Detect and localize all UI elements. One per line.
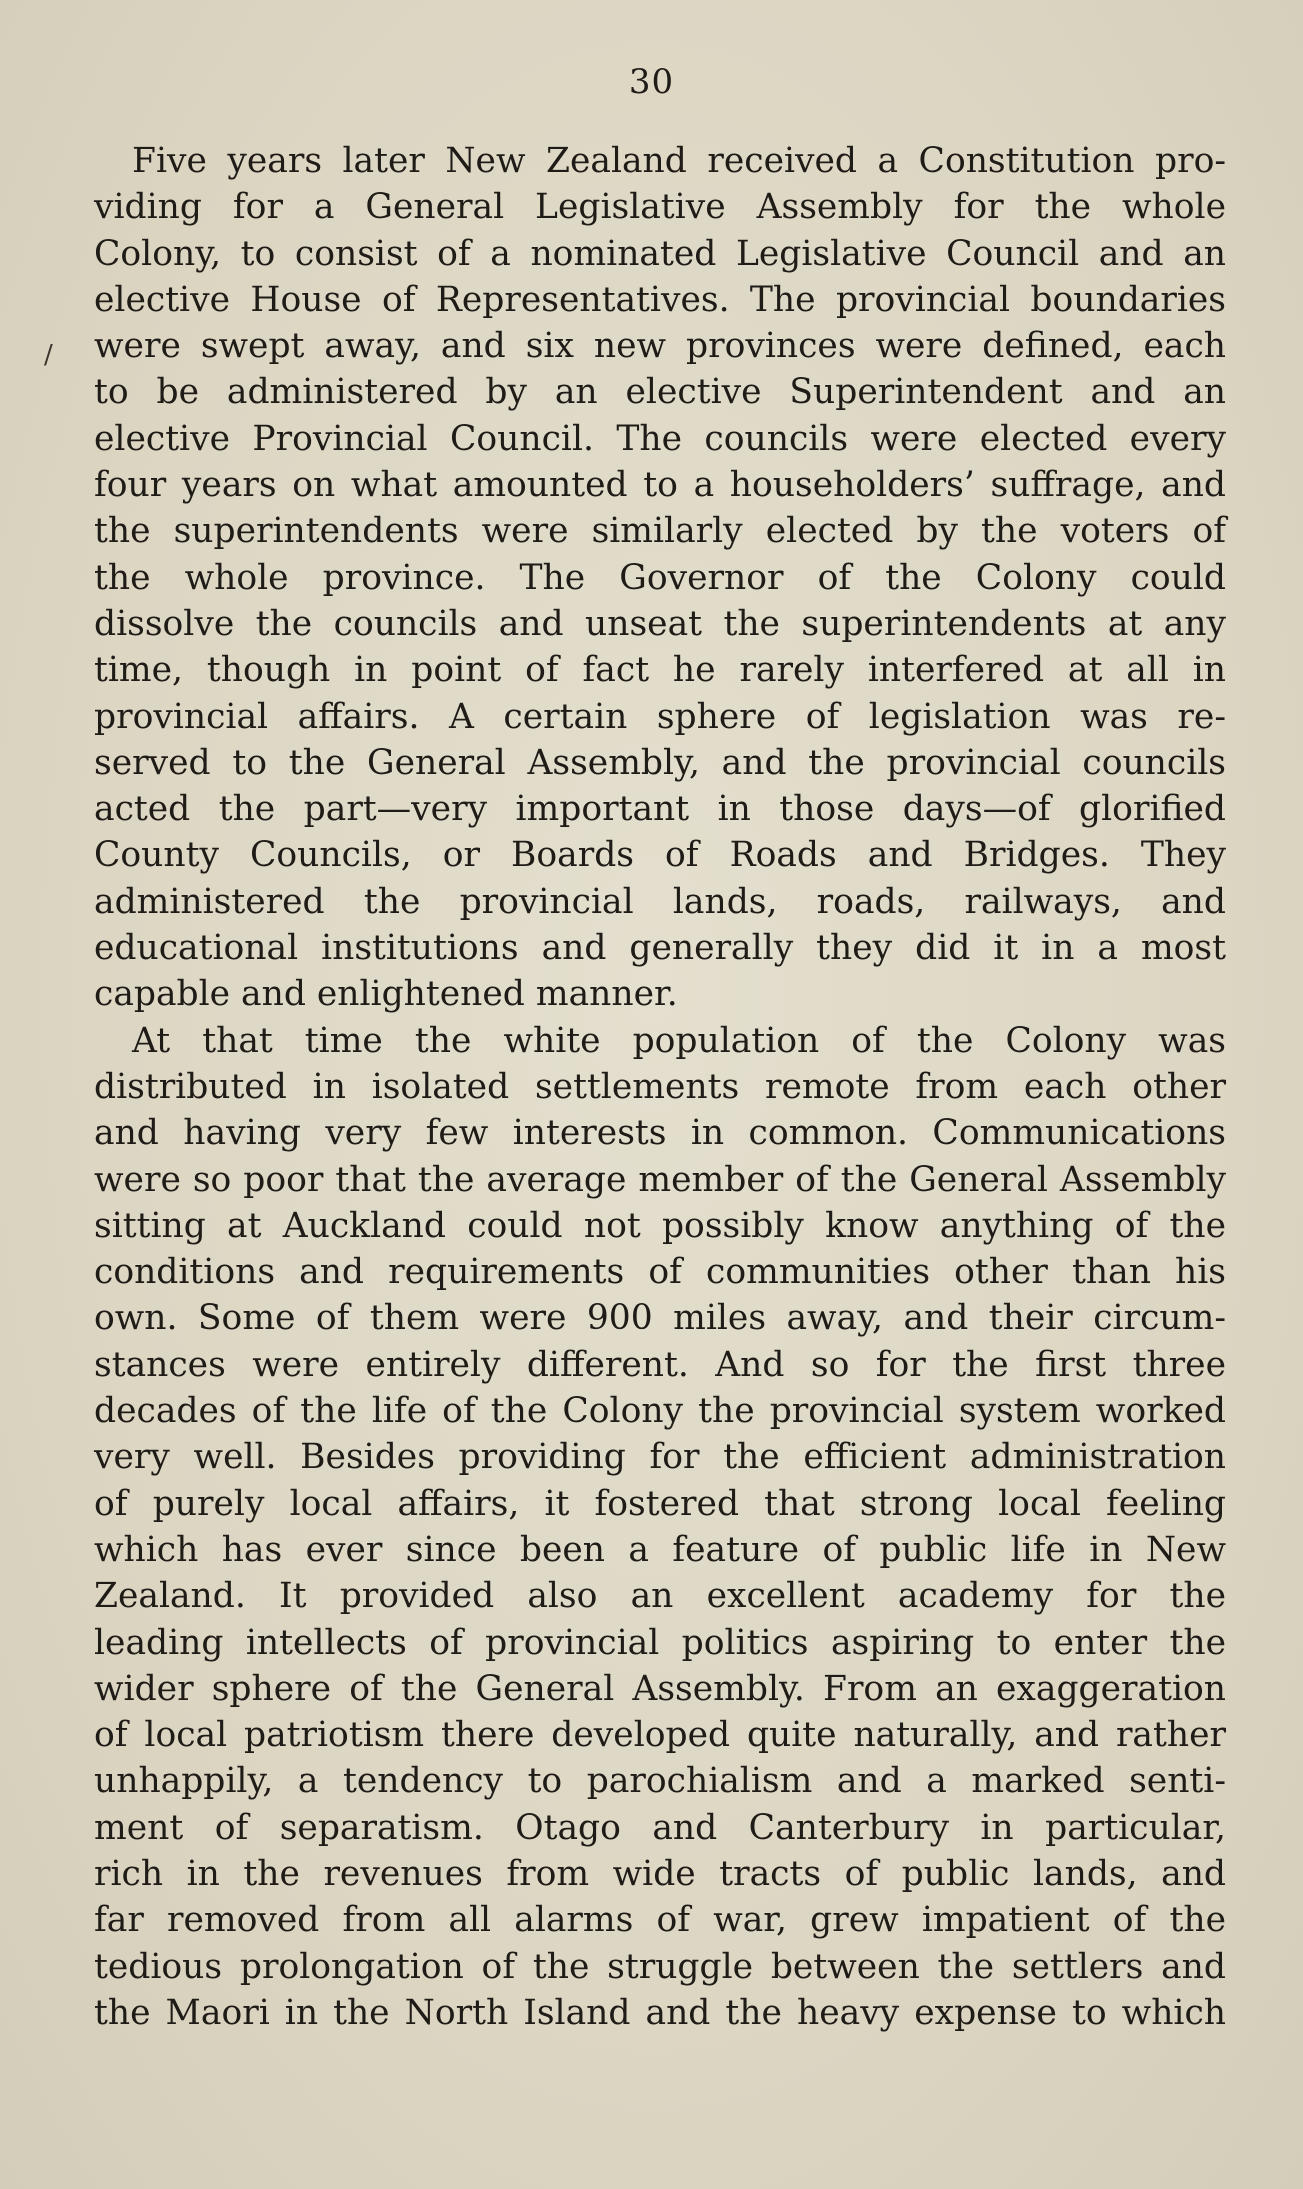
text-line: sitting at Auckland could not possibly know anything of the: [94, 1205, 1226, 1246]
text-line: of purely local affairs, it fostered that strong local feeling: [94, 1483, 1226, 1524]
text-line: rich in the revenues from wide tracts of public lands, and: [94, 1853, 1226, 1894]
text-line: the Maori in the North Island and the heavy expense to which: [94, 1992, 1226, 2033]
text-line: were swept away, and six new provinces were defined, each: [94, 326, 1226, 367]
text-line: to be administered by an elective Superintendent and an: [94, 372, 1226, 413]
text-line: wider sphere of the General Assembly. From an exaggeration: [94, 1668, 1226, 1709]
text-line: which has ever since been a feature of public life in New: [94, 1529, 1226, 1570]
text-line: Zealand. It provided also an excellent academy for the: [94, 1576, 1226, 1617]
margin-pencil-mark: /: [44, 340, 53, 370]
text-line: the superintendents were similarly elected by the voters of: [94, 511, 1226, 552]
text-line: educational institutions and generally they did it in a most: [94, 928, 1226, 969]
text-line: elective House of Representatives. The provincial boundaries: [94, 279, 1226, 320]
text-line: unhappily, a tendency to parochialism and a marked senti-: [94, 1761, 1226, 1802]
text-line: and having very few interests in common. Communications: [94, 1113, 1226, 1154]
page-number: 30: [628, 62, 675, 102]
text-line: dissolve the councils and unseat the superintendents at any: [94, 603, 1226, 644]
text-line: stances were entirely different. And so for the first three: [94, 1344, 1226, 1385]
body-text: [94, 138, 1226, 2036]
text-line: leading intellects of provincial politics aspiring to enter the: [94, 1622, 1226, 1663]
text-line: far removed from all alarms of war, grew impatient of the: [94, 1900, 1226, 1941]
text-line: distributed in isolated settlements remote from each other: [94, 1066, 1226, 1107]
text-line: acted the part—very important in those days—of glorified: [94, 789, 1226, 830]
text-line: own. Some of them were 900 miles away, and their circum-: [94, 1298, 1226, 1339]
text-line: conditions and requirements of communities other than his: [94, 1252, 1226, 1293]
text-line: Colony, to consist of a nominated Legislative Council and an: [94, 233, 1226, 274]
text-line: provincial affairs. A certain sphere of legislation was re-: [94, 696, 1226, 737]
text-line: Five years later New Zealand received a Constitution pro-: [132, 141, 1226, 181]
text-line: capable and enlightened manner.: [94, 974, 678, 1015]
text-line: tedious prolongation of the struggle between the settlers and: [94, 1946, 1226, 1987]
text-line: very well. Besides providing for the efficient administration: [94, 1437, 1226, 1478]
text-line: four years on what amounted to a householders’ suffrage, and: [94, 465, 1226, 506]
text-line: elective Provincial Council. The councils were elected every: [94, 418, 1226, 459]
text-line: ment of separatism. Otago and Canterbury in particular,: [94, 1807, 1226, 1848]
text-line: the whole province. The Governor of the Colony could: [94, 557, 1226, 598]
text-line: County Councils, or Boards of Roads and Bridges. They: [94, 835, 1226, 876]
text-line: At that time the white population of the Colony was: [132, 1020, 1226, 1061]
text-line: time, though in point of fact he rarely interfered at all in: [94, 650, 1226, 691]
text-line: were so poor that the average member of the General Assembly: [94, 1159, 1226, 1200]
text-line: decades of the life of the Colony the provincial system worked: [94, 1391, 1226, 1432]
text-line: viding for a General Legislative Assembly for the whole: [94, 187, 1226, 228]
text-line: served to the General Assembly, and the provincial councils: [94, 742, 1226, 783]
text-line: administered the provincial lands, roads, railways, and: [94, 881, 1226, 922]
text-line: of local patriotism there developed quite naturally, and rather: [94, 1715, 1226, 1756]
